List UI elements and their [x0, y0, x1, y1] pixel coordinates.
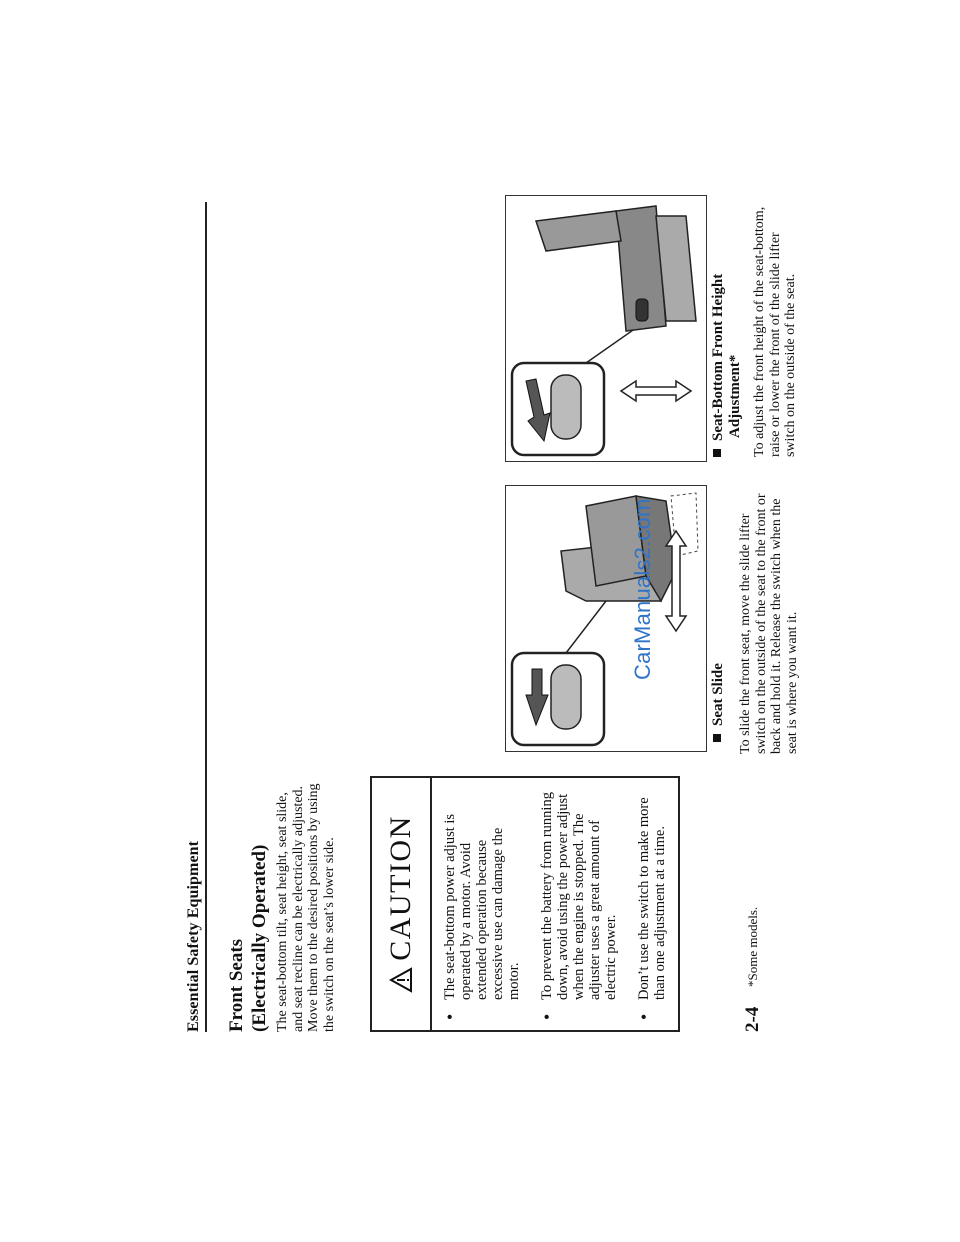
seat-slide-heading	[710, 663, 727, 742]
square-bullet-icon	[713, 734, 721, 742]
footnote: *Some models.	[745, 906, 760, 987]
caution-item: • To prevent the battery from running down, avoid using the power adjust when the engine is stopped. The adjuster uses a great amount of electric power.	[539, 790, 619, 1000]
front-height-heading	[710, 197, 744, 457]
seat-slide-illustration	[505, 485, 707, 752]
header-title: Essential Safety Equipment	[185, 840, 202, 1032]
caution-list	[432, 778, 668, 1030]
heading-line-1: Front Seats	[226, 938, 247, 1032]
slide-switch-icon	[526, 665, 581, 729]
square-bullet-icon	[713, 449, 721, 457]
warning-triangle-icon	[389, 967, 413, 993]
seat-slide-body: To slide the front seat, move the slide lifter switch on the outside of the seat to the front or back and hold it. Release the switch when the seat is where you want it.	[738, 493, 800, 754]
watermark: CarManuals2.com	[630, 498, 655, 680]
section-heading	[225, 845, 271, 1032]
caution-label: CAUTION	[384, 815, 417, 961]
caution-header	[372, 778, 432, 1030]
heading-line-2: (Electrically Operated)	[249, 844, 270, 1032]
up-down-arrow-icon	[621, 381, 691, 401]
header-rule	[205, 202, 207, 1032]
front-height-title-2: Adjustment*	[727, 354, 743, 438]
front-height-title-1: Seat-Bottom Front Height	[710, 273, 726, 441]
page-number: 2-4	[742, 1006, 763, 1032]
caution-item: • The seat-bottom power adjust is operated by a motor. Avoid extended operation because excessive use can damage the motor.	[442, 790, 522, 1000]
front-height-illustration	[505, 195, 707, 462]
seat-slide-title: Seat Slide	[710, 663, 726, 726]
seat-side-icon	[536, 206, 696, 331]
caution-item: • Don’t use the switch to make more than one adjustment at a time.	[636, 790, 668, 1000]
caution-box	[370, 776, 680, 1032]
intro-paragraph: The seat-bottom tilt, seat height, seat slide, and seat recline can be electrically adjusted. Move them to the desired positions by using the switch on the seat’s lower side.	[275, 783, 337, 1032]
front-height-body: To adjust the front height of the seat-bottom, raise or lower the front of the slide lifter switch on the outside of the seat.	[752, 206, 798, 457]
